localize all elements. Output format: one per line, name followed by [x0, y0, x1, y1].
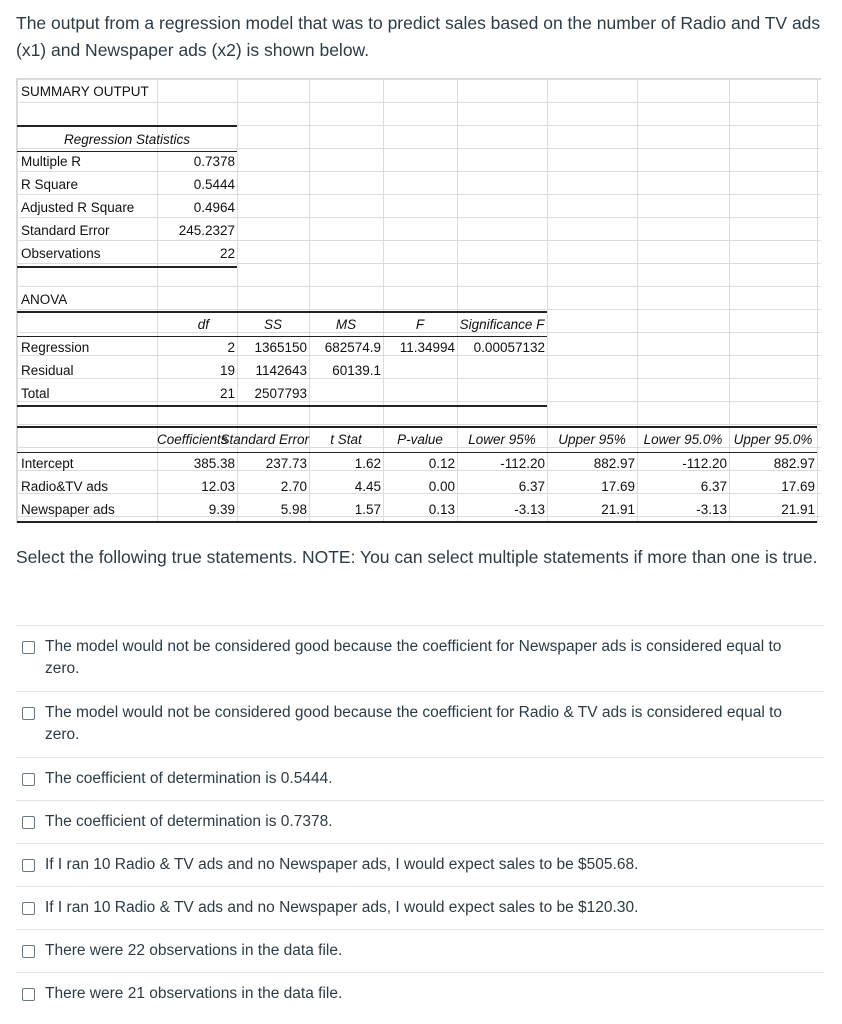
answer-option[interactable]	[16, 843, 824, 886]
anova-header-ms: MS	[335, 317, 357, 332]
coef-value: 237.73	[265, 456, 307, 471]
coef-header-p-value: P-value	[397, 432, 443, 447]
stat-label: Standard Error	[21, 223, 110, 238]
anova-ms: 60139.1	[332, 363, 381, 378]
stat-value: 245.2327	[178, 223, 235, 238]
coef-value: 12.03	[201, 479, 235, 494]
anova-row-label: Total	[21, 386, 50, 401]
coef-value: 9.39	[208, 502, 235, 517]
coef-header-coefficients: Coefficients	[157, 432, 228, 447]
coef-value: 0.00	[428, 479, 455, 494]
coef-header-lower-95-0: Lower 95.0%	[643, 432, 723, 447]
regression-output-table	[16, 78, 821, 523]
coef-row-label: Radio&TV ads	[21, 479, 109, 494]
stat-value: 0.4964	[193, 200, 235, 215]
coef-value: 0.13	[428, 502, 455, 517]
answer-list	[16, 625, 824, 1015]
answer-option[interactable]	[16, 625, 824, 691]
anova-row-label: Residual	[21, 363, 74, 378]
answer-text: If I ran 10 Radio & TV ads and no Newspaper ads, I would expect sales to be $120.30.	[45, 899, 639, 916]
regression-statistics-header: Regression Statistics	[63, 132, 191, 147]
question-text: The output from a regression model that was to predict sales based on the number of Radio and TV ads (x1) and Newspaper ads (x2) is shown below.	[16, 13, 821, 60]
coef-header-upper-95-0: Upper 95.0%	[733, 432, 813, 447]
anova-row-label: Regression	[21, 340, 90, 355]
anova-ss: 1142643	[255, 363, 307, 378]
anova-header-f: F	[415, 317, 425, 332]
stat-value: 0.7378	[193, 154, 235, 169]
checkbox[interactable]	[22, 859, 35, 872]
checkbox[interactable]	[22, 707, 35, 720]
coef-header-t-stat: t Stat	[330, 432, 362, 447]
checkbox[interactable]	[22, 641, 35, 654]
answer-option[interactable]	[16, 691, 824, 757]
coef-value: 17.69	[781, 479, 815, 494]
anova-significance-f: 0.00057132	[473, 340, 545, 355]
answer-text: The model would not be considered good because the coefficient for Newspaper ads is considered equal to zero.	[45, 638, 782, 677]
coef-value: 882.97	[593, 456, 635, 471]
answer-option[interactable]	[16, 972, 824, 1015]
anova-header-df: df	[197, 317, 209, 332]
checkbox[interactable]	[22, 773, 35, 786]
coef-value: 21.91	[781, 502, 815, 517]
anova-f: 11.34994	[399, 340, 455, 355]
answer-option[interactable]	[16, 929, 824, 972]
coef-value: 385.38	[193, 456, 235, 471]
stat-label: Multiple R	[21, 154, 82, 169]
coef-value: -3.13	[696, 502, 727, 517]
checkbox[interactable]	[22, 988, 35, 1001]
coef-row-label: Newspaper ads	[21, 502, 115, 517]
summary-title: SUMMARY OUTPUT	[21, 84, 149, 99]
coef-header-upper-95: Upper 95%	[558, 432, 626, 447]
answer-text: There were 21 observations in the data file.	[45, 985, 343, 1002]
anova-title: ANOVA	[21, 292, 68, 307]
coef-value: 17.69	[601, 479, 635, 494]
coef-value: 2.70	[280, 479, 307, 494]
coef-value: -112.20	[500, 456, 545, 471]
answer-option[interactable]	[16, 886, 824, 929]
checkbox[interactable]	[22, 945, 35, 958]
checkbox[interactable]	[22, 902, 35, 915]
answer-text: The coefficient of determination is 0.7378.	[45, 813, 333, 830]
coef-header-lower-95: Lower 95%	[468, 432, 536, 447]
coef-value: 0.12	[428, 456, 455, 471]
checkbox[interactable]	[22, 816, 35, 829]
coef-value: 5.98	[280, 502, 307, 517]
stat-label: Observations	[21, 246, 101, 261]
coef-row-label: Intercept	[21, 456, 74, 471]
answer-text: The model would not be considered good because the coefficient for Radio & TV ads is considered equal to zero.	[45, 704, 783, 743]
coef-value: -112.20	[682, 456, 727, 471]
coef-value: 4.45	[354, 479, 381, 494]
answer-option[interactable]	[16, 757, 824, 800]
coef-value: 882.97	[773, 456, 815, 471]
answer-text: The coefficient of determination is 0.5444.	[45, 770, 333, 787]
answer-text: If I ran 10 Radio & TV ads and no Newspaper ads, I would expect sales to be $505.68.	[45, 856, 639, 873]
coef-value: 21.91	[601, 502, 635, 517]
prompt-text: Select the following true statements. NOTE: You can select multiple statements if more than one is true.	[16, 547, 818, 567]
anova-header-significance-f: Significance F	[459, 317, 545, 332]
stat-value: 22	[219, 246, 235, 261]
stat-value: 0.5444	[193, 177, 235, 192]
coef-value: 6.37	[700, 479, 727, 494]
anova-df: 2	[227, 340, 235, 355]
answer-text: There were 22 observations in the data file.	[45, 942, 343, 959]
anova-ss: 1365150	[254, 340, 307, 355]
coef-value: 1.62	[354, 456, 381, 471]
coef-value: -3.13	[514, 502, 545, 517]
answer-option[interactable]	[16, 800, 824, 843]
stat-label: Adjusted R Square	[21, 200, 135, 215]
anova-df: 21	[219, 386, 235, 401]
anova-header-ss: SS	[263, 317, 282, 332]
stat-label: R Square	[21, 177, 79, 192]
anova-df: 19	[219, 363, 235, 378]
anova-ms: 682574.9	[324, 340, 381, 355]
coef-value: 1.57	[354, 502, 381, 517]
anova-ss: 2507793	[254, 386, 307, 401]
coef-header-standard-error: Standard Error	[220, 432, 309, 447]
coef-value: 6.37	[518, 479, 545, 494]
